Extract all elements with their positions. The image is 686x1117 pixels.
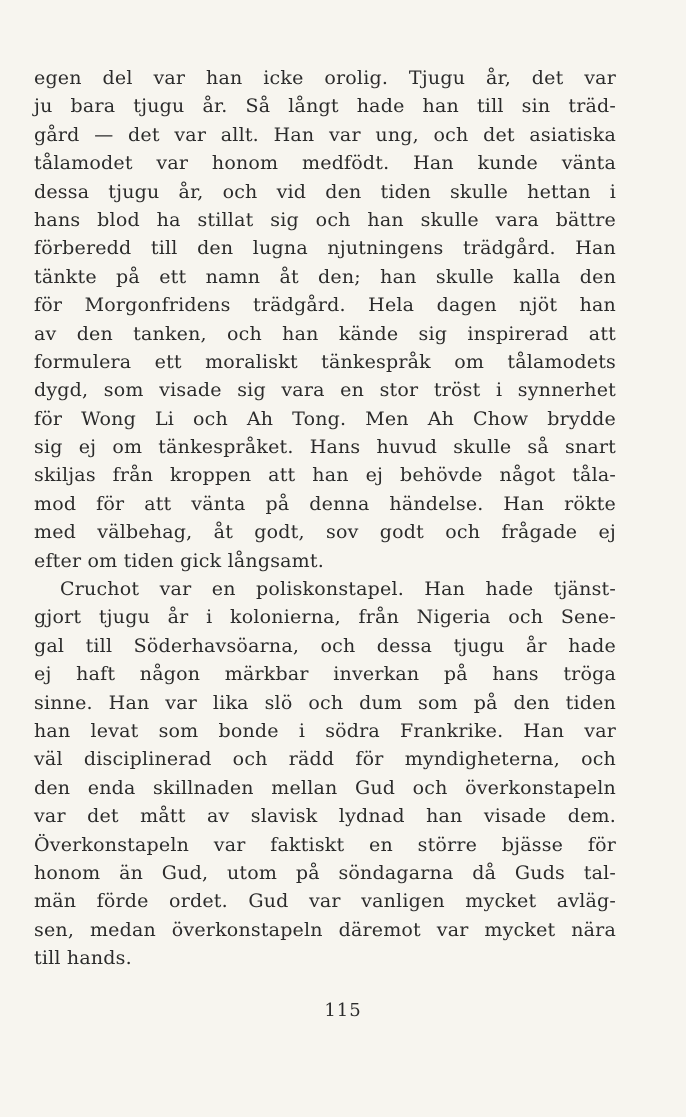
body-text: [34, 64, 616, 973]
text-line: väl disciplinerad och rädd för myndigheterna, och: [34, 748, 616, 771]
text-line: förberedd till den lugna njutningens trädgård. Han: [34, 237, 616, 260]
text-line: med välbehag, åt godt, sov godt och frågade ej: [34, 521, 616, 544]
text-line: sig ej om tänkespråket. Hans huvud skulle så snart: [34, 436, 616, 459]
text-line: för Wong Li och Ah Tong. Men Ah Chow brydde: [34, 407, 616, 430]
text-line: egen del var han icke orolig. Tjugu år, det var: [34, 67, 616, 89]
text-line: gård — det var allt. Han var ung, och det asiatiska: [34, 123, 616, 146]
text-line: mod för att vänta på denna händelse. Han rökte: [34, 492, 616, 515]
text-line: skiljas från kroppen att han ej behövde något tåla-: [34, 464, 616, 487]
text-line: gal till Söderhavsöarna, och dessa tjugu år hade: [34, 634, 616, 657]
text-line: för Morgonfridens trädgård. Hela dagen njöt han: [34, 294, 616, 317]
text-line: sinne. Han var lika slö och dum som på den tiden: [34, 691, 616, 714]
text-line: formulera ett moraliskt tänkespråk om tålamodets: [34, 350, 616, 373]
text-line: tålamodet var honom medfödt. Han kunde vänta: [34, 152, 616, 175]
text-line: till hands.: [34, 947, 132, 970]
text-line: hans blod ha stillat sig och han skulle vara bättre: [34, 208, 616, 231]
page-number: 115: [324, 1000, 362, 1021]
text-line: ej haft någon märkbar inverkan på hans tröga: [34, 663, 616, 686]
text-line: gjort tjugu år i kolonierna, från Nigeria och Sene-: [34, 606, 616, 629]
text-line: den enda skillnaden mellan Gud och överkonstapeln: [34, 776, 616, 799]
text-line: var det mått av slavisk lydnad han visade dem.: [34, 805, 616, 828]
text-line: män förde ordet. Gud var vanligen mycket avläg-: [34, 890, 616, 913]
text-line: honom än Gud, utom på söndagarna då Guds tal-: [34, 861, 616, 884]
text-line: sen, medan överkonstapeln däremot var mycket nära: [34, 918, 616, 941]
text-line: han levat som bonde i södra Frankrike. Han var: [34, 719, 616, 742]
text-line: dessa tjugu år, och vid den tiden skulle hettan i: [34, 180, 616, 203]
text-line: ju bara tjugu år. Så långt hade han till sin träd-: [34, 95, 616, 118]
paragraph-start-line: Cruchot var en poliskonstapel. Han hade tjänst-: [60, 578, 616, 601]
text-line: Överkonstapeln var faktiskt en större bjässe för: [34, 833, 616, 856]
text-line: dygd, som visade sig vara en stor tröst i synnerhet: [34, 379, 616, 402]
text-line: efter om tiden gick långsamt.: [34, 549, 324, 572]
text-line: tänkte på ett namn åt den; han skulle kalla den: [34, 265, 616, 288]
text-line: av den tanken, och han kände sig inspirerad att: [34, 322, 616, 345]
